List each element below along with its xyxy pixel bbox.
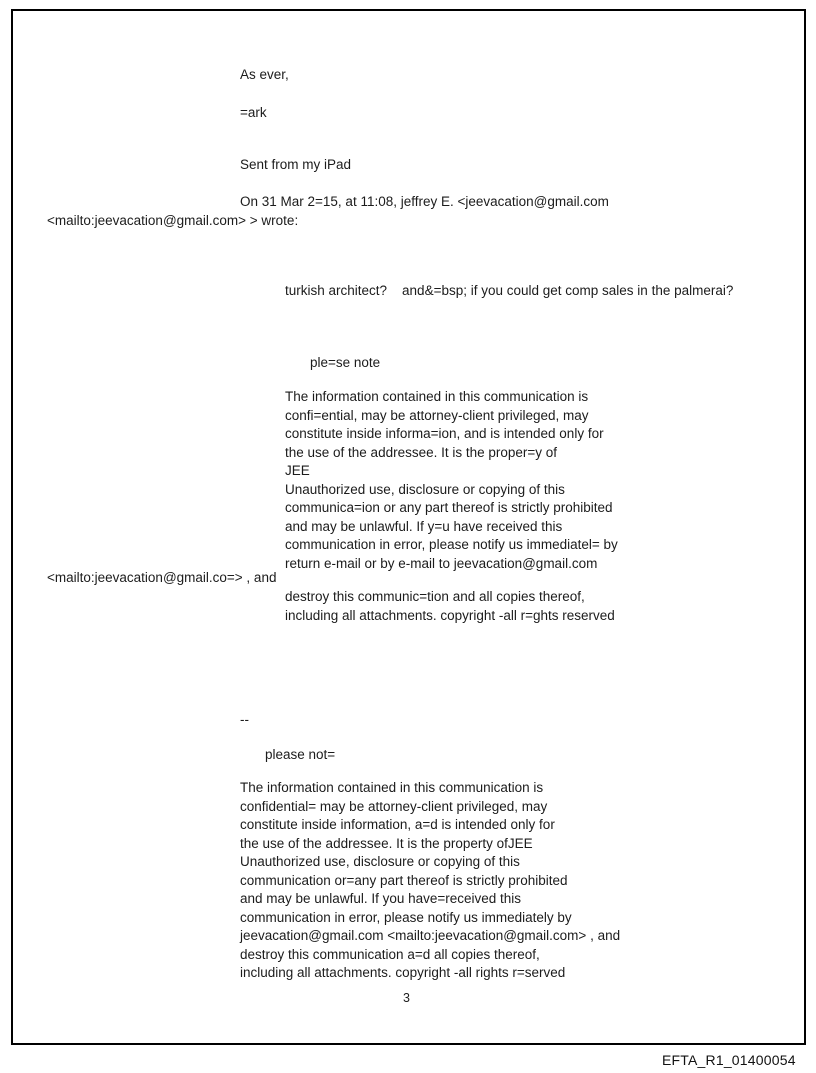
email-signature: =ark (240, 105, 267, 120)
disclaimer-line: jeevacation@gmail.com <mailto:jeevacation@gmail.com> , and (240, 928, 621, 943)
disclaimer-line: the use of the addressee. It is the property ofJEE (240, 835, 533, 851)
please-note-2: please not= (265, 747, 336, 762)
disclaimer-line: the use of the addressee. It is the proper=y of (285, 444, 558, 460)
disclaimer-line: destroy this communic=tion and all copies thereof, (285, 589, 585, 604)
disclaimer-line: confidential= may be attorney-client privileged, may (240, 798, 548, 814)
disclaimer-line: return e-mail or by e-mail to jeevacation@gmail.com (285, 555, 598, 571)
disclaimer-line: communication in error, please notify us immediately by (240, 909, 572, 925)
disclaimer-line: The information contained in this communication is (285, 389, 589, 404)
email-closing: As ever, (240, 67, 289, 82)
reply-header-line-2: <mailto:jeevacation@gmail.com> > wrote: (47, 213, 299, 228)
disclaimer-line: including all attachments. copyright -all rights r=served (240, 965, 566, 980)
page-number: 3 (403, 991, 410, 1005)
bates-number: EFTA_R1_01400054 (662, 1052, 796, 1068)
disclaimer-line: JEE (285, 463, 310, 478)
signature-separator: -- (240, 712, 249, 727)
email-question: turkish architect? and&=bsp; if you could get comp sales in the palmerai? (285, 283, 734, 298)
disclaimer-line: constitute inside informa=ion, and is intended only for (285, 426, 604, 441)
disclaimer-line: Unauthorized use, disclosure or copying of this (240, 854, 520, 869)
disclaimer-line: Unauthorized use, disclosure or copying of this (285, 481, 565, 497)
reply-header-line-1: On 31 Mar 2=15, at 11:08, jeffrey E. <jeevacation@gmail.com (240, 194, 609, 209)
disclaimer-line: communication or=any part thereof is strictly prohibited (240, 872, 568, 888)
disclaimer-line: communica=ion or any part thereof is strictly prohibited (285, 500, 613, 515)
sent-from-line: Sent from my iPad (240, 157, 352, 172)
disclaimer-block-1 (285, 388, 618, 573)
disclaimer-line: and may be unlawful. If you have=received this (240, 891, 522, 906)
disclaimer-line: constitute inside information, a=d is intended only for (240, 817, 555, 832)
disclaimer-block-2 (240, 779, 620, 983)
disclaimer-line: confi=ential, may be attorney-client privileged, may (285, 407, 589, 423)
disclaimer-line: destroy this communication a=d all copies thereof, (240, 946, 540, 962)
mailto-continuation-line: <mailto:jeevacation@gmail.co=> , and (47, 570, 277, 585)
disclaimer-line: communication in error, please notify us immediatel= by (285, 537, 618, 552)
please-note-1: ple=se note (310, 355, 381, 370)
disclaimer-line: including all attachments. copyright -all r=ghts reserved (285, 607, 615, 623)
disclaimer-block-1-tail (285, 588, 615, 625)
disclaimer-line: The information contained in this communication is (240, 780, 544, 795)
disclaimer-line: and may be unlawful. If y=u have received this (285, 518, 563, 534)
